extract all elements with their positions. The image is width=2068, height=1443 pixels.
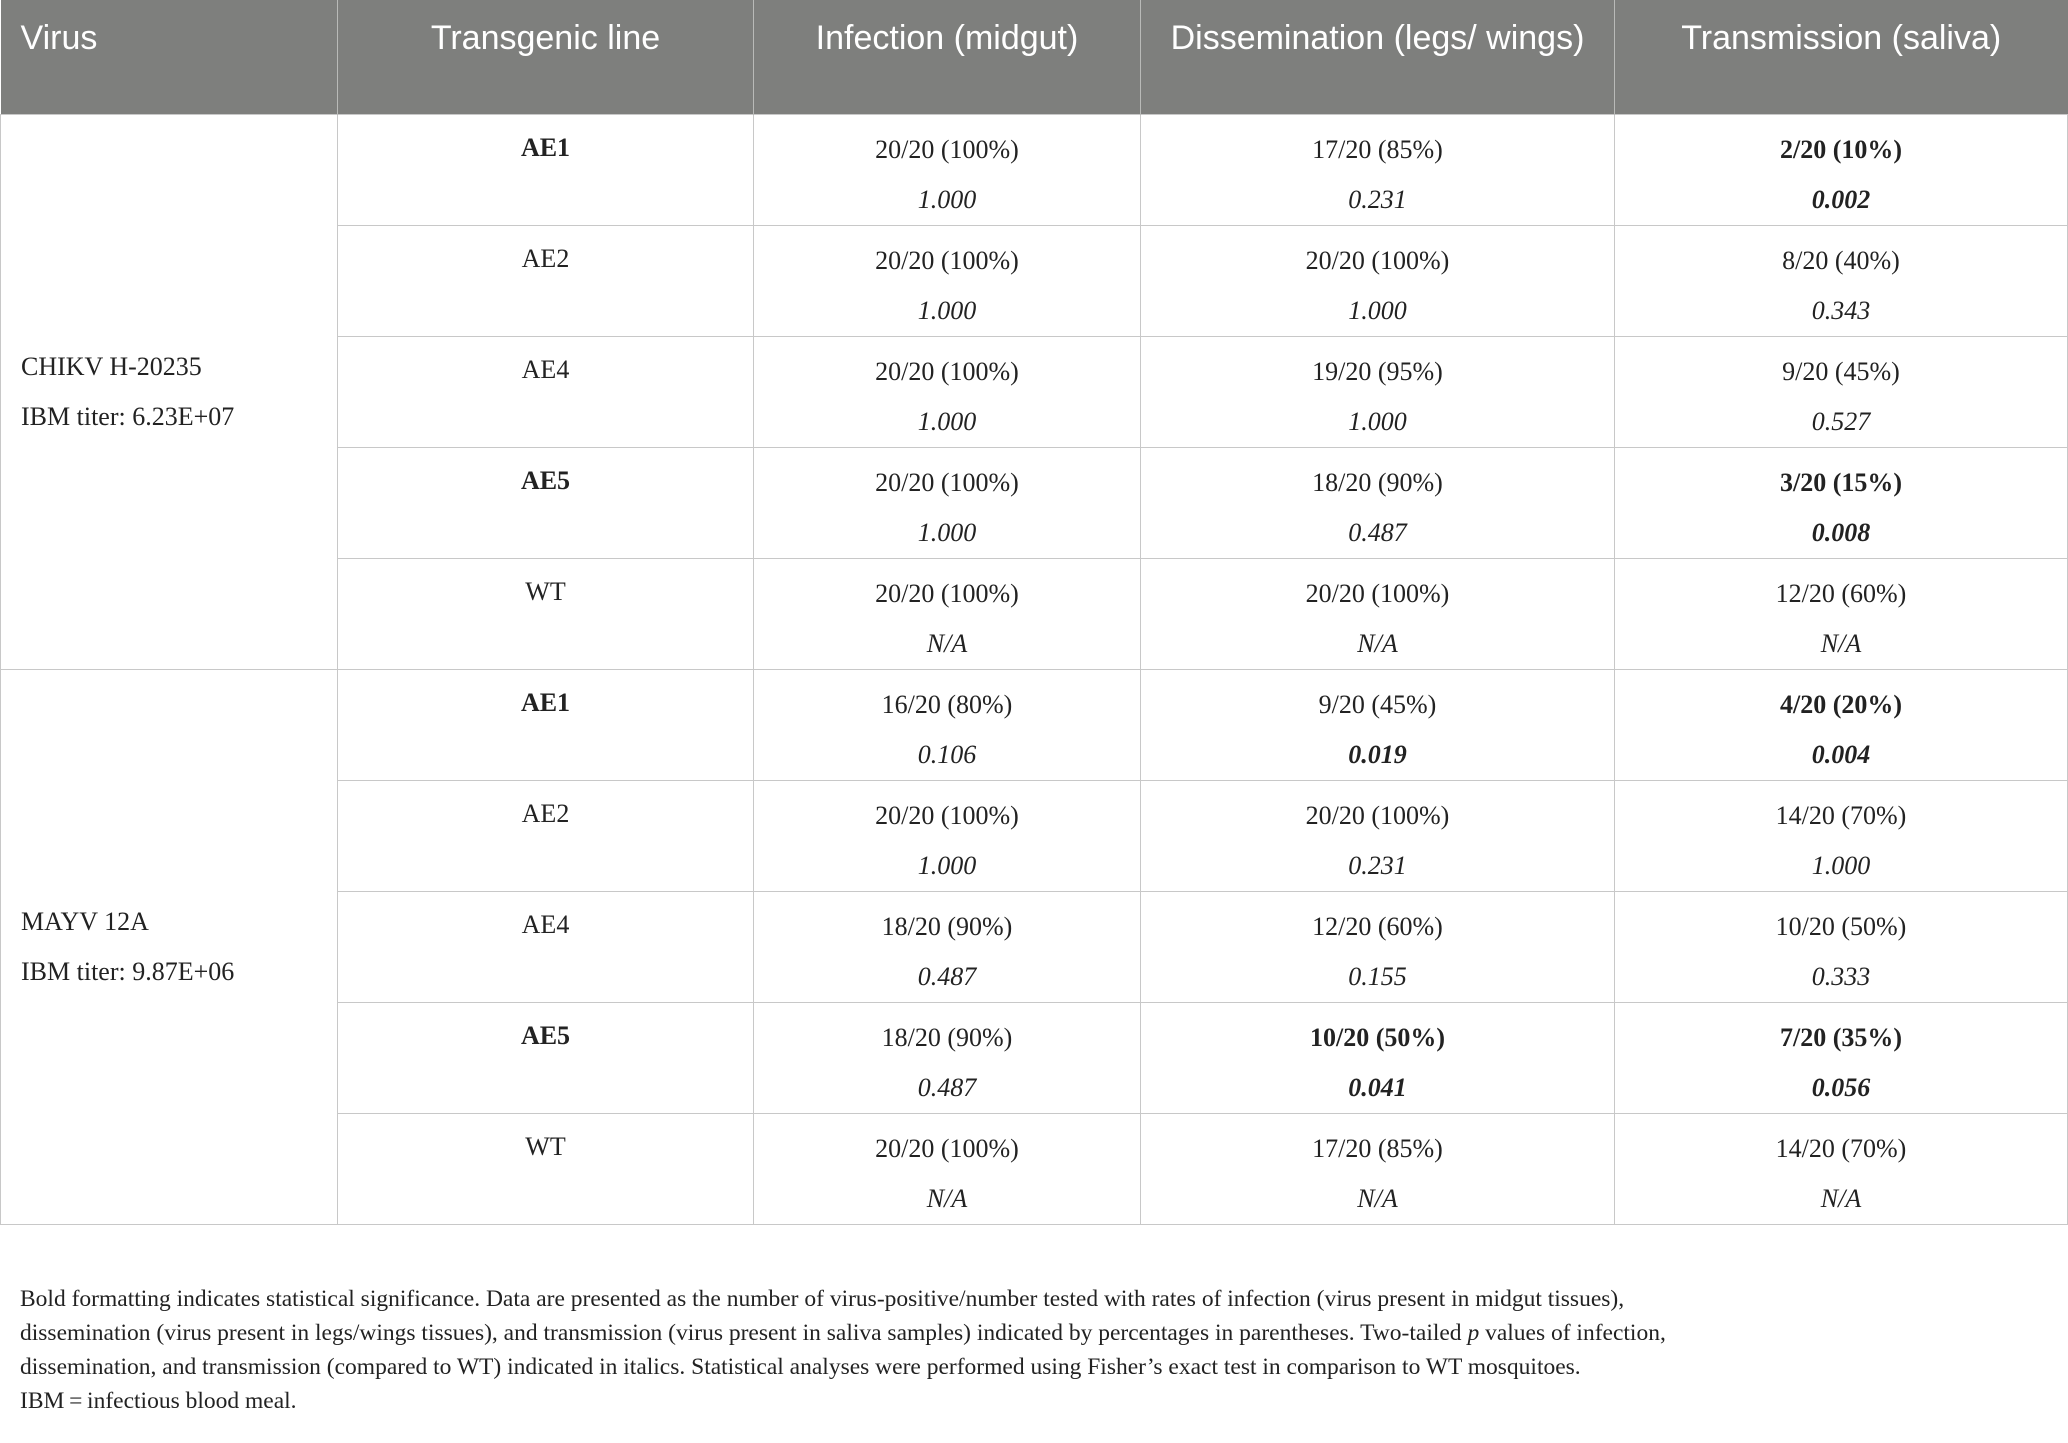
transmission-cell	[1615, 447, 2068, 558]
virus-titer: IBM titer: 9.87E+06	[21, 956, 235, 986]
dissemination-value: 20/20 (100%)	[1305, 800, 1450, 830]
transgenic-line-cell: AE5	[338, 1002, 754, 1113]
virus-titer: IBM titer: 6.23E+07	[21, 401, 235, 431]
transmission-p-value: 0.004	[1811, 739, 1871, 769]
footnote-line-4	[20, 1384, 2040, 1418]
footnote-text-4: IBM = infectious blood meal.	[20, 1388, 297, 1414]
infection-value: 18/20 (90%)	[881, 911, 1013, 941]
dissemination-cell	[1141, 891, 1615, 1002]
virus-cell	[1, 669, 338, 1224]
infection-value: 20/20 (100%)	[875, 245, 1019, 275]
dissemination-p-value: 1.000	[1348, 295, 1407, 325]
footnote-text-2b: values of infection,	[1479, 1320, 1666, 1346]
transmission-p-value: 0.008	[1811, 517, 1871, 547]
infection-value: 20/20 (100%)	[875, 134, 1019, 164]
dissemination-value: 19/20 (95%)	[1312, 356, 1443, 386]
dissemination-p-value: N/A	[1357, 628, 1398, 658]
header-row	[1, 0, 2068, 114]
dissemination-value: 10/20 (50%)	[1309, 1022, 1446, 1052]
header-infection: Infection (midgut)	[754, 0, 1141, 114]
infection-value: 20/20 (100%)	[875, 800, 1019, 830]
infection-p-value: 1.000	[917, 850, 977, 880]
transgenic-line-cell: AE5	[338, 447, 754, 558]
infection-value: 20/20 (100%)	[875, 1133, 1019, 1163]
transmission-value: 3/20 (15%)	[1779, 467, 1903, 497]
dissemination-p-value: 0.231	[1348, 184, 1407, 214]
infection-cell	[754, 1002, 1141, 1113]
transmission-p-value: 1.000	[1811, 850, 1871, 880]
transgenic-line-cell: AE4	[338, 891, 754, 1002]
transmission-cell	[1615, 1002, 2068, 1113]
header-transmission: Transmission (saliva)	[1615, 0, 2068, 114]
infection-value: 20/20 (100%)	[875, 578, 1019, 608]
transgenic-line-cell: AE1	[338, 669, 754, 780]
footnote-italic-p: p	[1467, 1320, 1480, 1346]
infection-cell	[754, 336, 1141, 447]
transmission-cell	[1615, 114, 2068, 225]
infection-cell	[754, 891, 1141, 1002]
table-row	[1, 669, 2068, 780]
dissemination-cell	[1141, 1113, 1615, 1224]
dissemination-p-value: 0.487	[1348, 517, 1407, 547]
transmission-cell	[1615, 336, 2068, 447]
infection-cell	[754, 447, 1141, 558]
dissemination-value: 18/20 (90%)	[1312, 467, 1443, 497]
infection-p-value: N/A	[926, 628, 968, 658]
dissemination-cell	[1141, 336, 1615, 447]
footnote-text-2a: dissemination (virus present in legs/wings tissues), and transmission (virus present in saliva samples) indicated by percentages in parentheses. Two-tailed	[20, 1320, 1468, 1346]
infection-p-value: 0.487	[917, 961, 977, 991]
dissemination-p-value: N/A	[1357, 1183, 1398, 1213]
infection-p-value: 1.000	[917, 406, 977, 436]
table-body	[1, 114, 2068, 1224]
dissemination-value: 20/20 (100%)	[1305, 245, 1450, 275]
transmission-p-value: N/A	[1820, 628, 1862, 658]
header-virus: Virus	[1, 0, 338, 114]
header-dissemination: Dissemination (legs/ wings)	[1141, 0, 1615, 114]
infection-value: 16/20 (80%)	[881, 689, 1013, 719]
transmission-value: 10/20 (50%)	[1775, 911, 1907, 941]
dissemination-p-value: 0.019	[1348, 739, 1407, 769]
transmission-p-value: 0.333	[1811, 961, 1871, 991]
footnote-text-1: Bold formatting indicates statistical significance. Data are presented as the number of virus-positive/number tested with rates of infection (virus present in midgut tissues),	[20, 1286, 1625, 1312]
transmission-value: 8/20 (40%)	[1782, 245, 1900, 275]
transmission-p-value: 0.343	[1811, 295, 1871, 325]
infection-value: 20/20 (100%)	[875, 356, 1019, 386]
infection-value: 20/20 (100%)	[875, 467, 1019, 497]
infection-cell	[754, 669, 1141, 780]
transmission-value: 12/20 (60%)	[1775, 578, 1907, 608]
dissemination-value: 9/20 (45%)	[1318, 689, 1437, 719]
transmission-p-value: N/A	[1820, 1183, 1862, 1213]
transmission-cell	[1615, 780, 2068, 891]
virus-name: MAYV 12A	[21, 906, 149, 936]
footnote-line-1	[20, 1282, 2040, 1316]
infection-cell	[754, 114, 1141, 225]
table-header	[1, 0, 2068, 114]
dissemination-cell	[1141, 669, 1615, 780]
dissemination-cell	[1141, 114, 1615, 225]
dissemination-cell	[1141, 1002, 1615, 1113]
transmission-value: 2/20 (10%)	[1779, 134, 1903, 164]
transmission-value: 9/20 (45%)	[1782, 356, 1900, 386]
infection-cell	[754, 780, 1141, 891]
transgenic-line-cell: AE1	[338, 114, 754, 225]
infection-p-value: 1.000	[917, 295, 977, 325]
dissemination-value: 12/20 (60%)	[1312, 911, 1443, 941]
transgenic-line-cell: WT	[338, 558, 754, 669]
infection-cell	[754, 1113, 1141, 1224]
dissemination-p-value: 0.155	[1348, 961, 1407, 991]
footnote-line-3	[20, 1350, 2040, 1384]
dissemination-p-value: 0.041	[1348, 1072, 1407, 1102]
transmission-p-value: 0.002	[1811, 184, 1871, 214]
dissemination-cell	[1141, 558, 1615, 669]
transmission-cell	[1615, 1113, 2068, 1224]
infection-p-value: 0.487	[917, 1072, 977, 1102]
dissemination-value: 20/20 (100%)	[1305, 578, 1450, 608]
dissemination-p-value: 1.000	[1348, 406, 1407, 436]
transmission-value: 4/20 (20%)	[1779, 689, 1903, 719]
transmission-cell	[1615, 891, 2068, 1002]
transmission-p-value: 0.056	[1811, 1072, 1871, 1102]
infection-p-value: 1.000	[917, 517, 977, 547]
transmission-value: 14/20 (70%)	[1775, 800, 1907, 830]
dissemination-cell	[1141, 780, 1615, 891]
transmission-p-value: 0.527	[1811, 406, 1871, 436]
table-footnote	[20, 1282, 2040, 1418]
transgenic-line-cell: AE2	[338, 225, 754, 336]
transmission-value: 7/20 (35%)	[1779, 1022, 1903, 1052]
dissemination-p-value: 0.231	[1348, 850, 1407, 880]
footnote-line-2	[20, 1316, 2040, 1350]
virus-name: CHIKV H-20235	[21, 351, 202, 381]
infection-p-value: N/A	[926, 1183, 968, 1213]
dissemination-value: 17/20 (85%)	[1312, 1133, 1443, 1163]
infection-cell	[754, 225, 1141, 336]
transmission-cell	[1615, 225, 2068, 336]
dissemination-value: 17/20 (85%)	[1312, 134, 1443, 164]
infection-cell	[754, 558, 1141, 669]
dissemination-cell	[1141, 225, 1615, 336]
transmission-value: 14/20 (70%)	[1775, 1133, 1907, 1163]
transmission-cell	[1615, 558, 2068, 669]
infection-value: 18/20 (90%)	[881, 1022, 1013, 1052]
infection-p-value: 1.000	[917, 184, 977, 214]
dissemination-cell	[1141, 447, 1615, 558]
virus-cell	[1, 114, 338, 669]
transmission-cell	[1615, 669, 2068, 780]
transgenic-line-cell: AE2	[338, 780, 754, 891]
table-row	[1, 114, 2068, 225]
transgenic-line-cell: AE4	[338, 336, 754, 447]
transgenic-line-cell: WT	[338, 1113, 754, 1224]
footnote-text-3: dissemination, and transmission (compared to WT) indicated in italics. Statistical analyses were performed using Fisher’s exact test in comparison to WT mosquitoes.	[20, 1354, 1581, 1380]
header-transgenic-line: Transgenic line	[338, 0, 754, 114]
infection-p-value: 0.106	[917, 739, 977, 769]
